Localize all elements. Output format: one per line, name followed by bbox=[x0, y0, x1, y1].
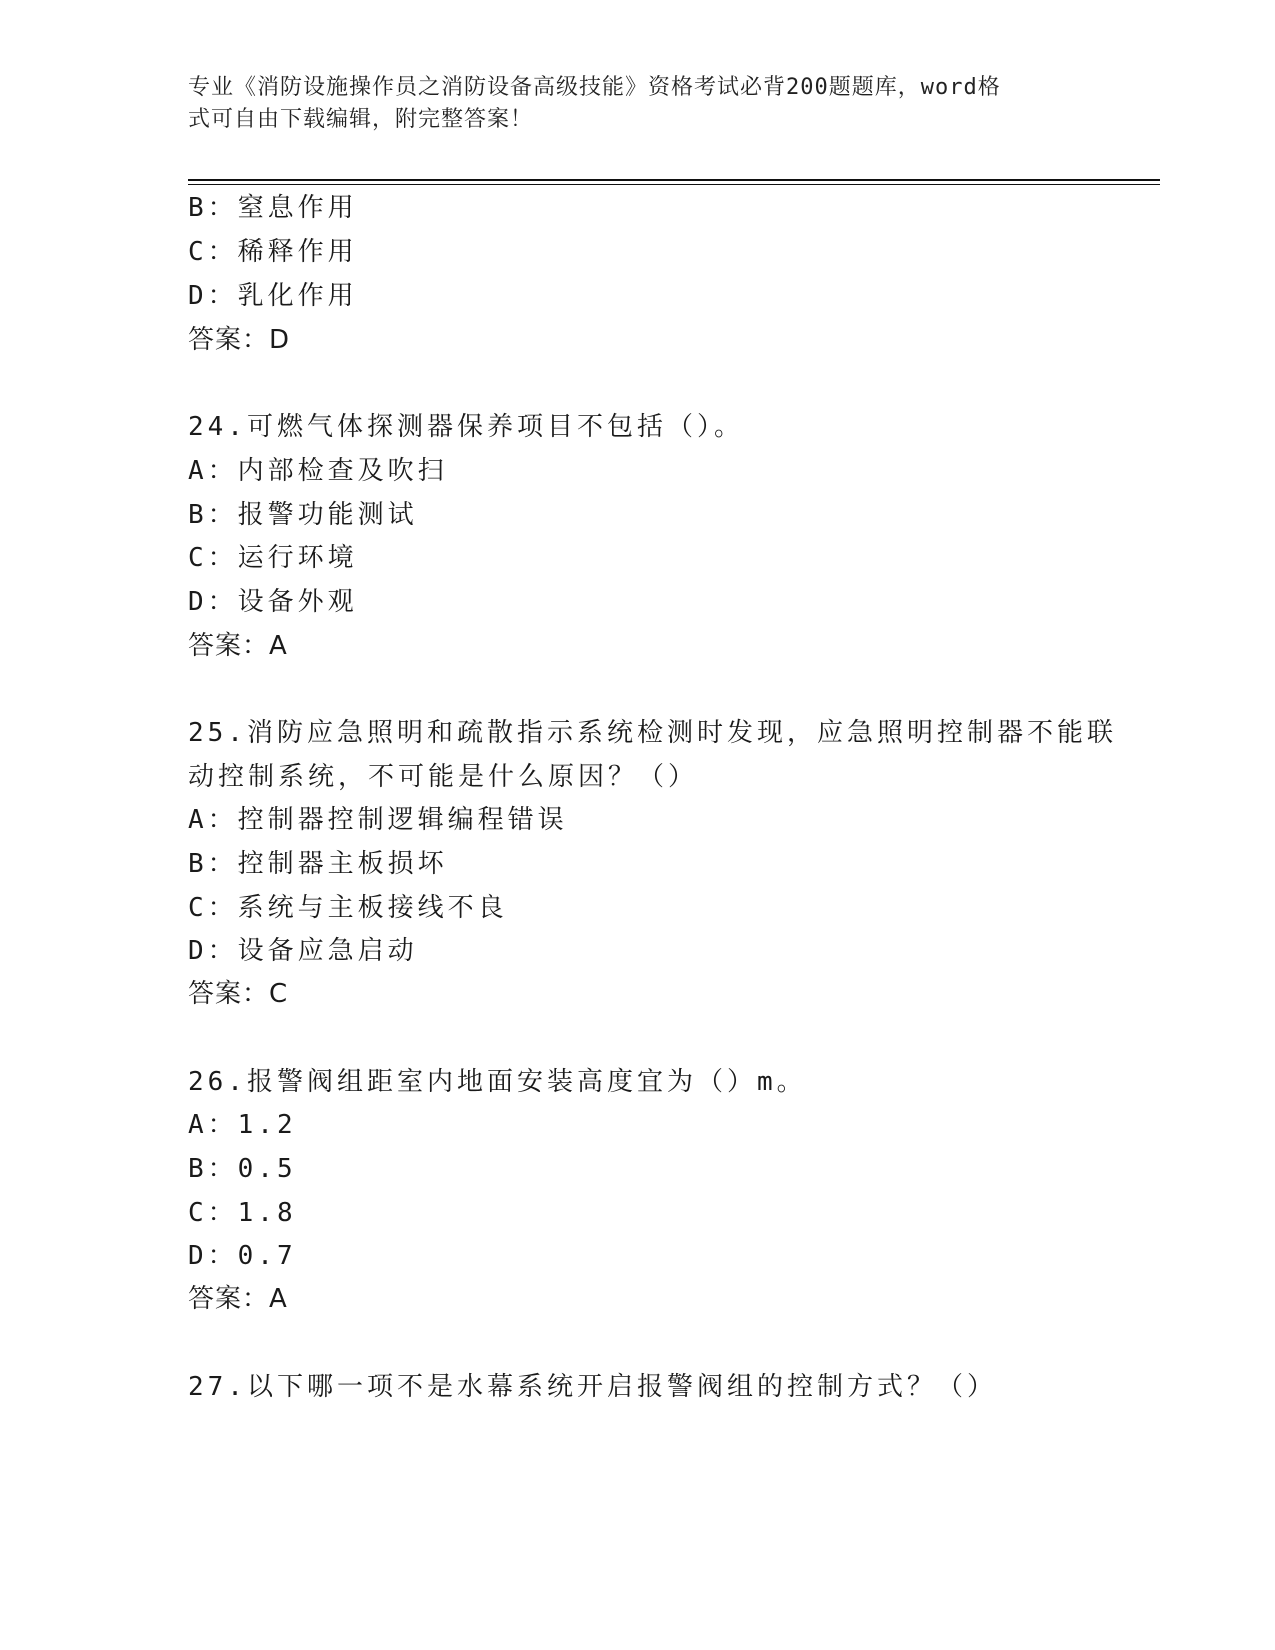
q26-option-a: A：1.2 bbox=[188, 1110, 297, 1140]
q24-answer: 答案：A bbox=[188, 631, 288, 661]
header-line-2: 式可自由下载编辑，附完整答案！ bbox=[188, 107, 534, 132]
q25-stem-line-2: 动控制系统，不可能是什么原因？（） bbox=[188, 762, 699, 792]
q26-option-b: B：0.5 bbox=[188, 1154, 297, 1184]
q26-option-d: D：0.7 bbox=[188, 1241, 297, 1271]
q25-answer: 答案：C bbox=[188, 979, 289, 1009]
q25-option-d: D：设备应急启动 bbox=[188, 936, 418, 966]
q23-option-c: C：稀释作用 bbox=[188, 237, 358, 267]
header-divider-thick bbox=[188, 179, 1160, 181]
q24-option-d: D：设备外观 bbox=[188, 587, 358, 617]
q27-stem: 27.以下哪一项不是水幕系统开启报警阀组的控制方式？（） bbox=[188, 1372, 997, 1402]
q24-option-c: C：运行环境 bbox=[188, 543, 358, 573]
header-divider-thin bbox=[188, 184, 1160, 185]
q24-option-a: A：内部检查及吹扫 bbox=[188, 456, 448, 486]
q26-option-c: C：1.8 bbox=[188, 1198, 297, 1228]
header-line-1: 专业《消防设施操作员之消防设备高级技能》资格考试必背200题题库，word格 bbox=[188, 75, 1001, 100]
q23-option-d: D：乳化作用 bbox=[188, 281, 358, 311]
q23-answer: 答案：D bbox=[188, 325, 291, 355]
q25-option-a: A：控制器控制逻辑编程错误 bbox=[188, 805, 568, 835]
q23-option-b: B：窒息作用 bbox=[188, 193, 358, 223]
q25-option-b: B：控制器主板损坏 bbox=[188, 849, 448, 879]
q25-stem-line-1: 25.消防应急照明和疏散指示系统检测时发现，应急照明控制器不能联 bbox=[188, 718, 1117, 748]
q24-stem: 24.可燃气体探测器保养项目不包括（）。 bbox=[188, 412, 744, 442]
q26-stem: 26.报警阀组距室内地面安装高度宜为（）m。 bbox=[188, 1067, 807, 1097]
q25-option-c: C：系统与主板接线不良 bbox=[188, 893, 508, 923]
q26-answer: 答案：A bbox=[188, 1284, 288, 1314]
document-header bbox=[188, 72, 1068, 136]
q24-option-b: B：报警功能测试 bbox=[188, 500, 418, 530]
